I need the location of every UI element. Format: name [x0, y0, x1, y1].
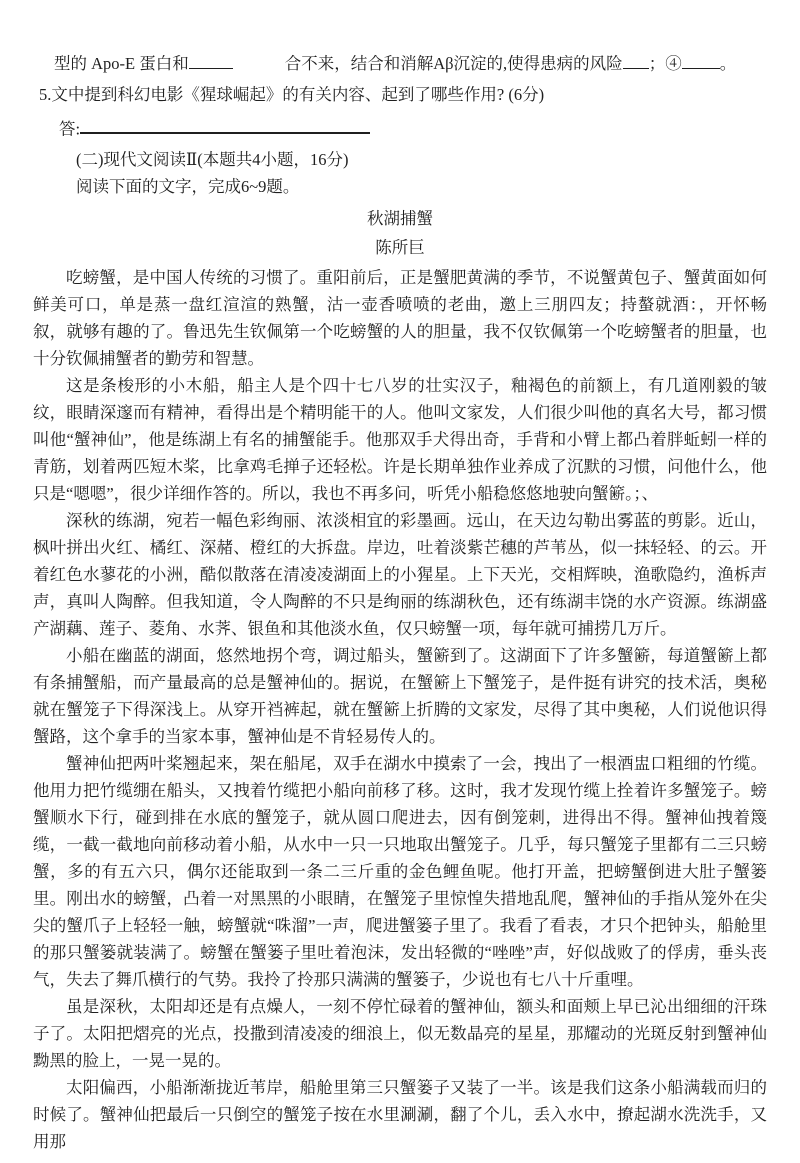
section-heading-text: (二)现代文阅读Ⅱ(本题共4小题，16分) — [76, 150, 349, 170]
section-heading — [76, 146, 767, 173]
article-paragraph-4: 小船在幽蓝的湖面，悠然地拐个弯，调过船头，蟹簖到了。这湖面下了许多蟹簖，每道蟹簖上都有条捕蟹船，而产量最高的总是蟹神仙的。据说，在蟹簖上下蟹笼子，是件挺有讲究的技术活，奥秘就在蟹笼子下得深浅上。从穿开裆裤起，就在蟹簖上折腾的文家发，尽得了其中奥秘，人们说他识得蟹路，这个拿手的当家本事，蟹神仙是不肯轻易传人的。 — [33, 646, 767, 747]
question-4-text-mid: 合不来，结合和消解Aβ沉淀的,使得患病的风险 — [284, 54, 623, 73]
article-paragraph-6: 虽是深秋，太阳却还是有点燥人，一刻不停忙碌着的蟹神仙，额头和面颊上早已沁出细细的汗珠子了。太阳把熠亮的光点，投撒到清凌凌的细浪上，似无数晶亮的星星，那耀动的光斑反射到蟹神仙黝黑的脸上，一晃一晃的。 — [33, 997, 767, 1071]
fill-blank-risk-left[interactable] — [623, 51, 649, 69]
article-author-text: 陈所巨 — [375, 238, 425, 258]
question-5 — [39, 81, 767, 108]
reading-instruction-text: 阅读下面的文字，完成6~9题。 — [76, 177, 300, 197]
question-4-blank-marks: ；④ — [648, 54, 682, 73]
answer-blank-line[interactable] — [80, 115, 370, 134]
answer-label: 答: — [59, 119, 81, 139]
article-author — [33, 234, 767, 261]
question-4-continuation — [54, 50, 767, 77]
answer-line — [59, 115, 767, 142]
article-paragraph-5: 蟹神仙把两叶桨翘起来，架在船尾，双手在湖水中摸索了一会，拽出了一根酒盅口粗细的竹缆。他用力把竹缆绷在船头，又拽着竹缆把小船向前移了移。这时，我才发现竹缆上拴着许多蟹笼子。螃蟹顺水下行，碰到排在水底的蟹笼子，就从圆口爬进去，因有倒笼刺，进得出不得。蟹神仙拽着篾缆，一截一截地向前移动着小船，从水中一只一只地取出蟹笼子。几乎，每只蟹笼子里都有二三只螃蟹，多的有五六只，偶尔还能取到一条二三斤重的金色鲤鱼呢。他打开盖，把螃蟹倒进大肚子蟹篓里。刚出水的螃蟹，凸着一对黑黑的小眼睛，在蟹笼子里惊惶失措地乱爬，蟹神仙的手指从笼外在尖尖的蟹爪子上轻轻一触，螃蟹就“咮溜”一声，爬进蟹篓子里了。我看了看表，才只个把钟头，船舱里的那只蟹篓就装满了。螃蟹在蟹篓子里吐着泡沫，发出轻微的“唑唑”声，好似战败了的俘虏，垂头丧气，失去了舞爪横行的气势。我拎了拎那只满满的蟹篓子，少说也有七八十斤重哩。 — [33, 754, 767, 990]
question-5-text: 5.文中提到科幻电影《猩球崛起》的有关内容、起到了哪些作用? (6分) — [39, 85, 545, 104]
article-body — [33, 264, 767, 1155]
reading-instruction — [76, 173, 767, 200]
article-paragraph-7: 太阳偏西，小船渐渐拢近苇岸，船舱里第三只蟹篓子又装了一半。该是我们这条小船满载而归的时候了。蟹神仙把最后一只倒空的蟹笼子按在水里涮涮，翻了个儿，丢入水中，撩起湖水洗洗手，又用那 — [33, 1078, 767, 1152]
question-4-text-pre: 型的 Apo-E 蛋白和 — [54, 54, 189, 73]
article-paragraph-1: 吃螃蟹，是中国人传统的习惯了。重阳前后，正是蟹肥黄满的季节，不说蟹黄包子、蟹黄面如何鲜美可口，单是蒸一盘红渲渲的熟蟹，沽一壶香喷喷的老曲，邀上三朋四友；持螯就酒：，开怀畅叙，就够有趣的了。鲁迅先生钦佩第一个吃螃蟹的人的胆量，我不仅钦佩第一个吃螃蟹者的胆量，也十分钦佩捕蟹者的勤劳和智慧。 — [33, 268, 767, 369]
question-4-period: 。 — [719, 54, 737, 73]
article-title-text: 秋湖捕蟹 — [367, 209, 433, 229]
fill-blank-risk-right[interactable] — [682, 51, 720, 69]
fill-blank-protein[interactable] — [189, 51, 233, 69]
article-paragraph-3: 深秋的练湖，宛若一幅色彩绚丽、浓淡相宜的彩墨画。远山，在天边勾勒出雾蓝的剪影。近山，枫叶拼出火红、橘红、深赭、橙红的大拆盘。岸边，吐着淡紫芒穗的芦苇丛，似一抹轻轻、的云。开着红色水蓼花的小洲，酷似散落在清凌凌湖面上的小猩星。上下天光，交相辉映，渔歌隐约，渔柝声声，真叫人陶醉。但我知道，令人陶醉的不只是绚丽的练湖秋色，还有练湖丰饶的水产资源。练湖盛产湖藕、莲子、菱角、水荠、银鱼和其他淡水鱼，仅只螃蟹一项，每年就可捕捞几万斤。 — [33, 511, 767, 639]
article-paragraph-2: 这是条梭形的小木船，船主人是个四十七八岁的壮实汉子，釉褐色的前额上，有几道刚毅的皱纹，眼睛深邃而有精神，看得出是个精明能干的人。他叫文家发，人们很少叫他的真名大号，都习惯叫他“蟹神仙”，他是练湖上有名的捕蟹能手。他那双手犬得出奇，手背和小臂上都凸着胖蚯蚓一样的青筋，划着两匹短木桨，比拿鸡毛掸子还轻松。许是长期单独作业养成了沉默的习惯，问他什么，他只是“嗯嗯”，很少详细作答的。所以，我也不再多问，听凭小船稳悠悠地驶向蟹簖。；、 — [33, 376, 767, 504]
article-title — [33, 205, 767, 232]
